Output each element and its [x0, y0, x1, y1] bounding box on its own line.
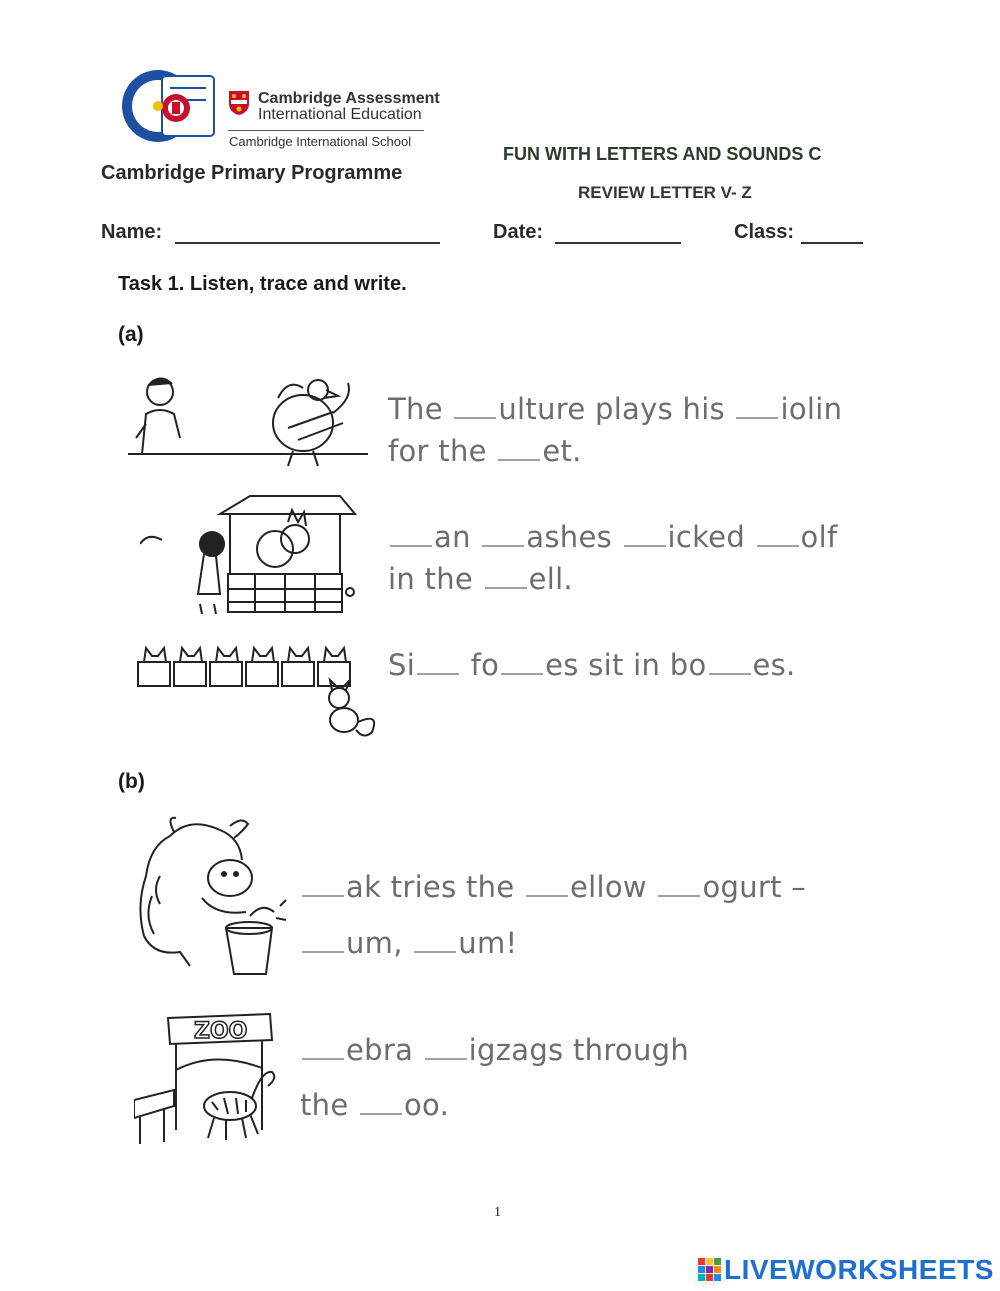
worksheet-subtitle: REVIEW LETTER V- Z: [578, 183, 752, 202]
blank-v2[interactable]: [736, 407, 778, 419]
sentence-a1-line1: The ulture plays his iolin: [388, 392, 843, 426]
blank-x2[interactable]: [501, 663, 543, 675]
blank-y1[interactable]: [302, 885, 344, 897]
task-instruction: Task 1. Listen, trace and write.: [118, 273, 407, 295]
date-label: Date:: [493, 221, 544, 243]
blank-x1[interactable]: [417, 663, 459, 675]
vulture-violin-illustration: [128, 368, 368, 468]
blank-w3[interactable]: [624, 535, 666, 547]
blank-y4[interactable]: [302, 941, 344, 953]
sentence-b2-line2: the oo.: [300, 1088, 450, 1122]
blank-w1[interactable]: [390, 535, 432, 547]
blank-z1[interactable]: [302, 1048, 344, 1060]
name-field[interactable]: [175, 242, 440, 244]
cambridge-crest-icon: [228, 90, 250, 116]
sentence-a1-line2: for the et.: [388, 434, 582, 468]
cambridge-school-text: Cambridge International School: [229, 134, 412, 149]
class-field[interactable]: [801, 242, 863, 244]
yak-yogurt-illustration: [130, 816, 300, 978]
sentence-a2-line1: an ashes icked olf: [388, 520, 837, 554]
blank-w4[interactable]: [757, 535, 799, 547]
sentence-a3-line1: Si fo es sit in bo es.: [388, 648, 796, 682]
part-a-label: (a): [118, 323, 144, 346]
liveworksheets-brand[interactable]: LIVEWORKSHEETS: [724, 1254, 994, 1285]
sentence-b1-line2: um, um!: [300, 926, 517, 960]
programme-title: Cambridge Primary Programme: [101, 162, 403, 184]
blank-x3[interactable]: [709, 663, 751, 675]
blank-w2[interactable]: [482, 535, 524, 547]
name-label: Name:: [101, 221, 163, 243]
international-education-text: International Education: [258, 106, 422, 123]
zoo-sign-text: ZOO: [194, 1019, 248, 1044]
blank-y5[interactable]: [414, 941, 456, 953]
blank-v3[interactable]: [498, 449, 540, 461]
date-field[interactable]: [555, 242, 681, 244]
logo-divider: [228, 130, 424, 131]
worksheet-title: FUN WITH LETTERS AND SOUNDS C: [503, 144, 822, 164]
blank-z3[interactable]: [360, 1103, 402, 1115]
blank-z2[interactable]: [425, 1048, 467, 1060]
zebra-zoo-illustration: [134, 1010, 290, 1150]
part-b-label: (b): [118, 770, 145, 793]
wolf-well-illustration: [140, 494, 370, 616]
sentence-a2-line2: in the ell.: [388, 562, 573, 596]
blank-y3[interactable]: [658, 885, 700, 897]
liveworksheets-logo-icon: [698, 1258, 722, 1282]
cambridge-assessment-text: Cambridge Assessment: [258, 90, 440, 107]
page-number: 1: [494, 1205, 501, 1220]
sentence-b1-line1: ak tries the ellow ogurt –: [300, 870, 806, 904]
class-label: Class:: [734, 221, 795, 243]
sentence-b2-line1: ebra igzags through: [300, 1033, 689, 1067]
blank-w5[interactable]: [485, 577, 527, 589]
school-logo: [118, 66, 226, 146]
blank-y2[interactable]: [526, 885, 568, 897]
blank-v1[interactable]: [454, 407, 496, 419]
foxes-boxes-illustration: [134, 632, 384, 740]
